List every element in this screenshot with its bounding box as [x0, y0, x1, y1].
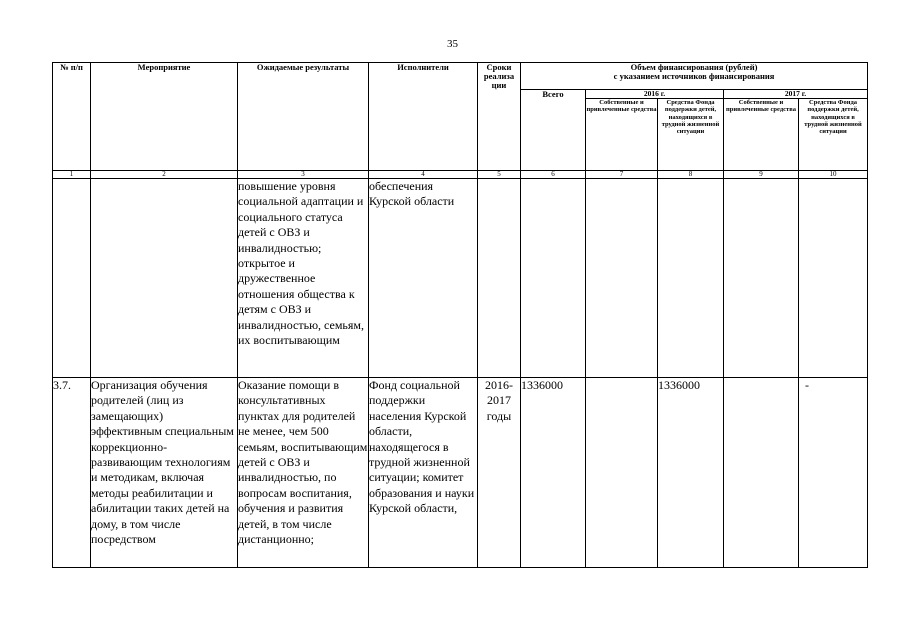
colnum-8: 8	[658, 171, 724, 179]
row-fund-2017	[799, 179, 868, 378]
row-measure: Организация обучения родителей (лиц из замещающих) эффективным специальным коррекционно-развивающим технологиям и методикам, включая методы реабилитации и абилитации таких детей на дому, в том числе посредством	[91, 378, 238, 568]
header-fund-2016: Средства Фонда поддержки детей, находящихся в трудной жизненной ситуации	[658, 99, 724, 171]
colnum-6: 6	[521, 171, 586, 179]
colnum-5: 5	[478, 171, 521, 179]
column-numbers-row	[53, 171, 868, 179]
table-row	[53, 179, 868, 378]
header-own-2017: Собственные и привлеченные средства	[724, 99, 799, 171]
colnum-7: 7	[586, 171, 658, 179]
row-fund-2016: 1336000	[658, 378, 724, 568]
colnum-1: 1	[53, 171, 91, 179]
row-num	[53, 179, 91, 378]
header-executors: Исполнители	[369, 63, 478, 171]
row-measure	[91, 179, 238, 378]
header-num: № п/п	[53, 63, 91, 171]
colnum-10: 10	[799, 171, 868, 179]
header-year-2017: 2017 г.	[724, 90, 868, 99]
header-row-1	[53, 63, 868, 90]
row-own-2016	[586, 179, 658, 378]
row-results: Оказание помощи в консультативных пунктах для родителей не менее, чем 500 семьям, воспитывающим детей с ОВЗ и инвалидностью, по вопросам воспитания, обучения и развития детей, в том числе дистанционно;	[238, 378, 369, 568]
row-own-2017	[724, 378, 799, 568]
row-num: 3.7.	[53, 378, 91, 568]
row-period: 2016-2017 годы	[478, 378, 521, 568]
table-row	[53, 378, 868, 568]
row-results: повышение уровня социальной адаптации и социального статуса детей с ОВЗ и инвалидностью; открытое и дружественное отношения общества к детям с ОВЗ и инвалидностью, семьям, их воспитывающим	[238, 179, 369, 378]
colnum-3: 3	[238, 171, 369, 179]
row-period	[478, 179, 521, 378]
header-own-2016: Собственные и привлеченные средства	[586, 99, 658, 171]
page-number: 35	[447, 38, 458, 50]
funding-table	[52, 62, 868, 568]
row-executors: обеспечения Курской области	[369, 179, 478, 378]
colnum-9: 9	[724, 171, 799, 179]
row-fund-2016	[658, 179, 724, 378]
row-own-2016	[586, 378, 658, 568]
header-year-2016: 2016 г.	[586, 90, 724, 99]
colnum-2: 2	[91, 171, 238, 179]
funding-title-line2: с указанием источников финансирования	[613, 71, 775, 81]
row-total	[521, 179, 586, 378]
row-total: 1336000	[521, 378, 586, 568]
header-measure: Мероприятие	[91, 63, 238, 171]
header-fund-2017: Средства Фонда поддержки детей, находящихся в трудной жизненной ситуации	[799, 99, 868, 171]
row-fund-2017: -	[799, 378, 868, 568]
header-period: Сроки реализа ции	[478, 63, 521, 171]
header-funding	[521, 63, 868, 90]
funding-title-line1: Объем финансирования (рублей)	[630, 62, 758, 72]
row-executors: Фонд социальной поддержки населения Курской области, находящегося в трудной жизненной ситуации; комитет образования и науки Курской области,	[369, 378, 478, 568]
colnum-4: 4	[369, 171, 478, 179]
row-own-2017	[724, 179, 799, 378]
header-total: Всего	[521, 90, 586, 171]
header-results: Ожидаемые результаты	[238, 63, 369, 171]
